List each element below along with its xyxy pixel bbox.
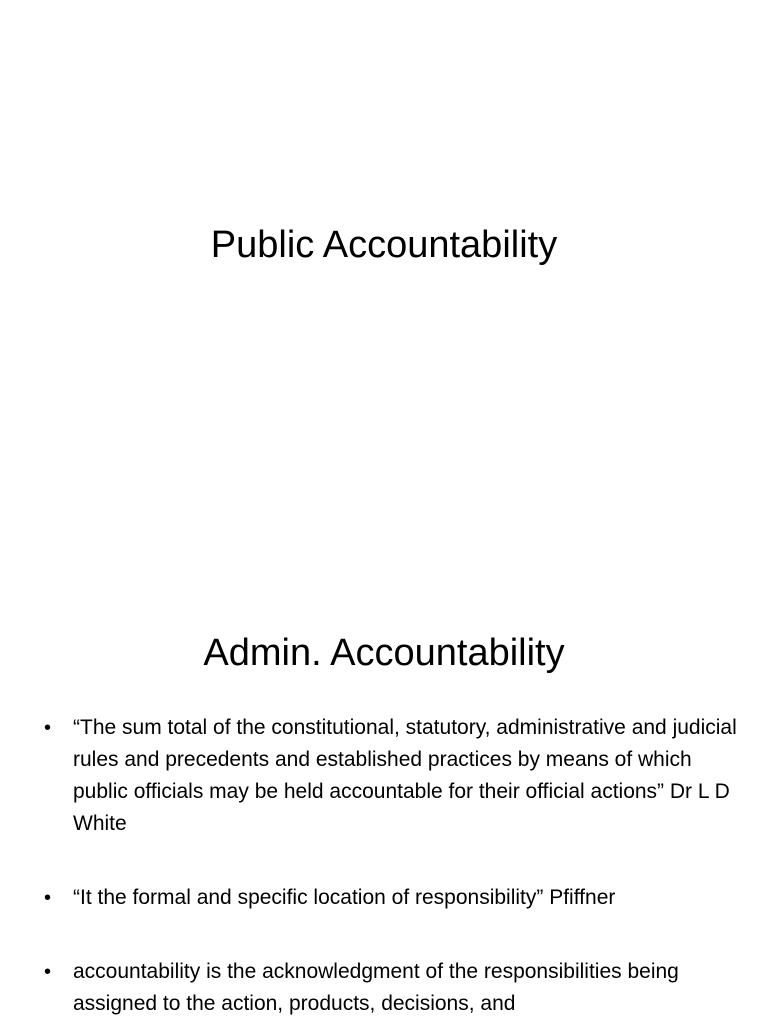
bullet-item	[0, 712, 768, 840]
slide-admin-accountability	[0, 576, 768, 1024]
bullet-icon: •	[44, 887, 52, 909]
bullet-text: “The sum total of the constitutional, statutory, administrative and judicial rules and precedents and established practices by means of which public officials may be held accountable for their official actions” Dr L D White	[73, 716, 737, 835]
bullet-icon: •	[44, 961, 52, 983]
bullet-item	[0, 882, 768, 914]
bullet-text: accountability is the acknowledgment of the responsibilities being assigned to the action, products, decisions, and	[73, 960, 679, 1015]
bullet-icon: •	[44, 717, 52, 739]
bullet-text: “It the formal and specific location of responsibility” Pfiffner	[73, 886, 616, 909]
bullet-list	[0, 712, 768, 1024]
bullet-item	[0, 956, 768, 1020]
slide-heading: Admin. Accountability	[203, 632, 565, 674]
slide-title: Public Accountability	[210, 224, 558, 266]
